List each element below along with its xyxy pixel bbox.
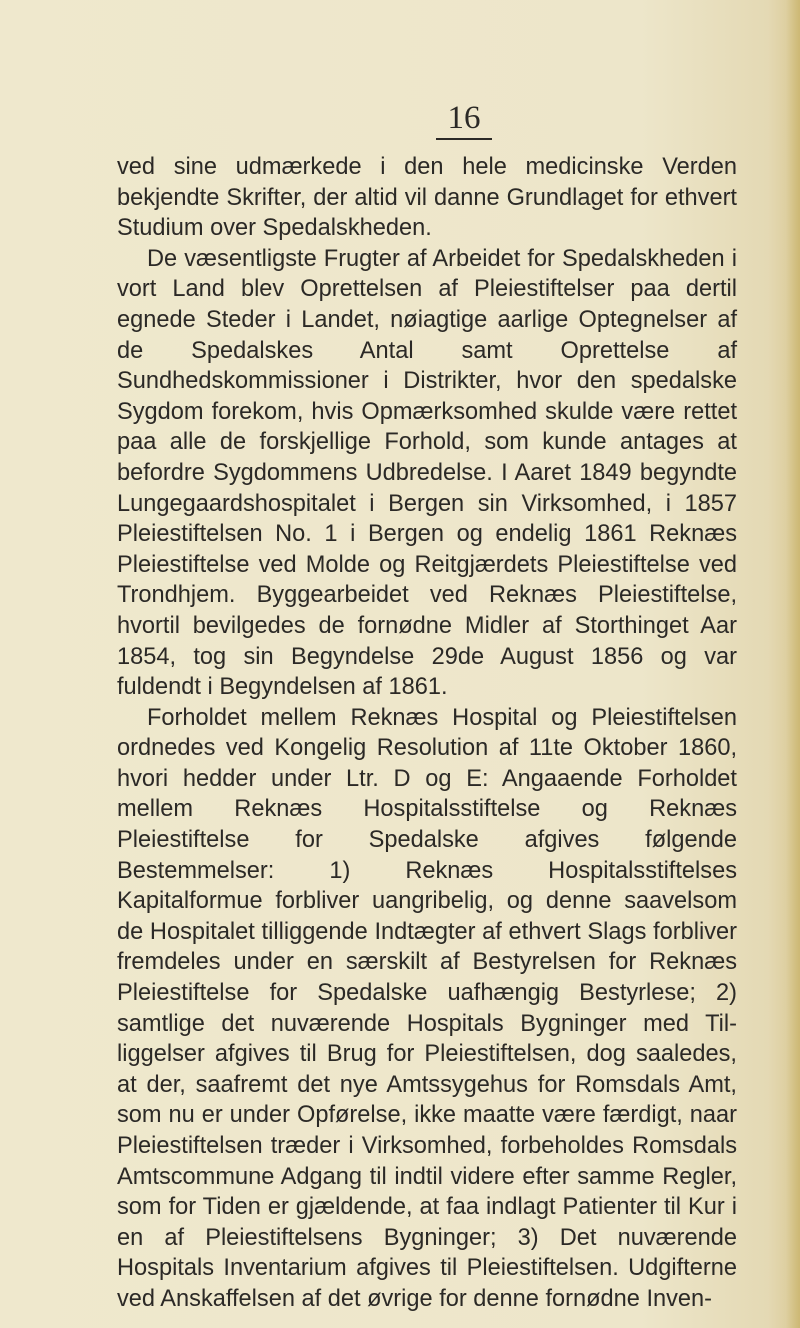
paragraph-royal-resolution: Forholdet mellem Reknæs Hospital og Pleiestiftelsen ordnedes ved Kongelig Resolution af 11te Oktober 1860, hvori hedder under Ltr. D og E: Angaaende Forholdet mellem Reknæs Hospitalsstiftelse og Reknæs Pleiestiftelse for Spedalske afgives følgende Bestemmelser: 1) Reknæs Hospitalsstiftelses Kapitalformue forbliver uangribelig, og denne saavelsom de Hospitalet tilliggende Indtægter af ethvert Slags forbliver fremdeles under en særskilt af Bestyrelsen for Reknæs Pleiestiftelse for Spedalske uafhængig Bestyrlese; 2) samtlige det nuværende Hospitals Bygninger med Tilliggelser afgives til Brug for Pleiestiftelsen, dog saaledes, at der, saafremt det nye Amtssygehus for Romsdals Amt, som nu er under Opførelse, ikke maatte være færdigt, naar Pleiestiftelsen træder i Virksomhed, forbeholdes Romsdals Amtscommune Adgang til indtil videre efter samme Regler, som for Tiden er gjældende, at faa indlagt Patienter til Kur i en af Pleiestiftelsens Bygninger; 3) Det nuværende Hospitals Inventarium afgives til Pleiestiftelsen. Udgifterne ved Anskaffelsen af det øvrige for denne fornødne Inven- bbox=[117, 704, 737, 1312]
paragraph-leprosy-work: De væsentligste Frugter af Arbeidet for Spedalskheden i vort Land blev Oprettelsen af Pleiestiftelser paa dertil egnede Steder i Landet, nøiagtige aarlige Optegnelser af de Spedalskes Antal samt Oprettelse af Sundhedskommissioner i Distrikter, hvor den spedalske Sygdom forekom, hvis Opmærksomhed skulde være rettet paa alle de forskjellige Forhold, som kunde antages at befordre Sygdommens Udbredelse. I Aaret 1849 begyndte Lungegaardshospitalet i Bergen sin Virksomhed, i 1857 Pleiestiftelsen No. 1 i Bergen og endelig 1861 Reknæs Pleiestiftelse ved Molde og Reitgjærdets Pleiestiftelse ved Trondhjem. Byggearbeidet ved Reknæs Pleiestiftelse, hvortil bevilgedes de fornødne Midler af Storthinget Aar 1854, tog sin Begyndelse 29de August 1856 og var fuldendt i Begyndelsen af 1861. bbox=[117, 245, 737, 701]
page-edge-shadow bbox=[786, 0, 800, 1328]
body-text bbox=[117, 152, 737, 1315]
page-number: 16 bbox=[436, 98, 492, 140]
paragraph-continuation: ved sine udmærkede i den hele medicinske Verden bekjendte Skrifter, der altid vil danne Grundlaget for ethvert Studium over Spedalskheden. bbox=[117, 154, 737, 242]
